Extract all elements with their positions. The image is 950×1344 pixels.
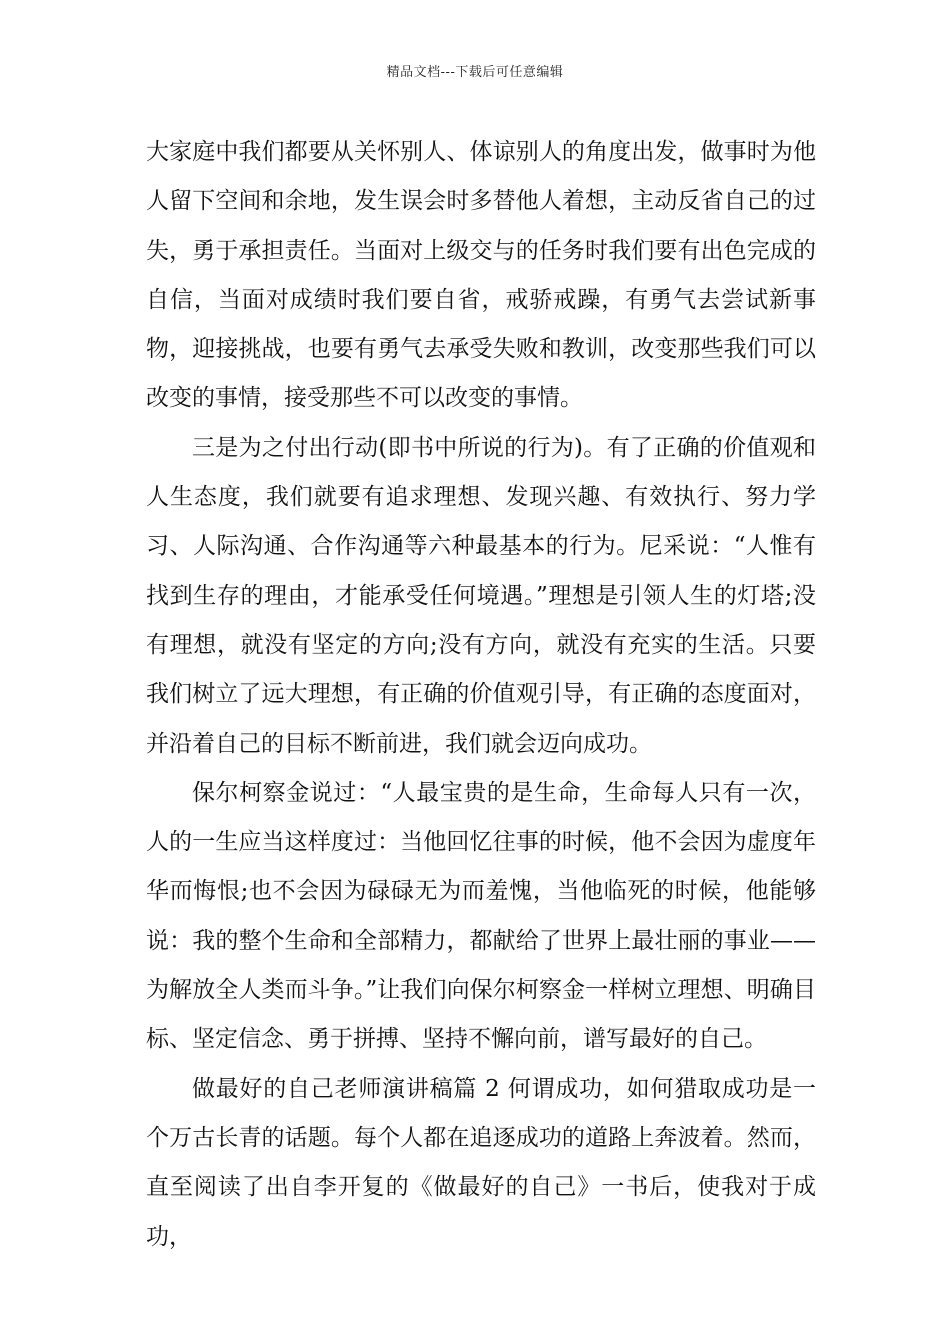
paragraph-3: 保尔柯察金说过：“人最宝贵的是生命，生命每人只有一次，人的一生应当这样度过：当他回忆往事的时候，他不会因为虚度年华而悔恨;也不会因为碌碌无为而羞愧，当他临死的时候，他能够说：我的整个生命和全部精力，都献给了世界上最壮丽的事业——为解放全人类而斗争。”让我们向保尔柯察金一样树立理想、明确目标、坚定信念、勇于拼搏、坚持不懈向前，谱写最好的自己。 <box>146 779 816 1053</box>
paragraph-1: 大家庭中我们都要从关怀别人、体谅别人的角度出发，做事时为他人留下空间和余地，发生误会时多替他人着想，主动反省自己的过失，勇于承担责任。当面对上级交与的任务时我们要有出色完成的自信，当面对成绩时我们要自省，戒骄戒躁，有勇气去尝试新事物，迎接挑战，也要有勇气去承受失败和教训，改变那些我们可以改变的事情，接受那些不可以改变的事情。 <box>146 139 816 412</box>
paragraph-2: 三是为之付出行动(即书中所说的行为)。有了正确的价值观和人生态度，我们就要有追求理想、发现兴趣、有效执行、努力学习、人际沟通、合作沟通等六种最基本的行为。尼采说：“人惟有找到生存的理由，才能承受任何境遇。”理想是引领人生的灯塔;没有理想，就没有坚定的方向;没有方向，就没有充实的生活。只要我们树立了远大理想，有正确的价值观引导，有正确的态度面对，并沿着自己的目标不断前进，我们就会迈向成功。 <box>146 434 816 757</box>
page-header: 精品文档---下载后可任意编辑 <box>386 65 564 80</box>
document-body <box>146 128 816 1262</box>
paragraph-4: 做最好的自己老师演讲稿篇 2 何谓成功，如何猎取成功是一个万古长青的话题。每个人都在追逐成功的道路上奔波着。然而，直至阅读了出自李开复的《做最好的自己》一书后，使我对于成功， <box>146 1075 816 1250</box>
